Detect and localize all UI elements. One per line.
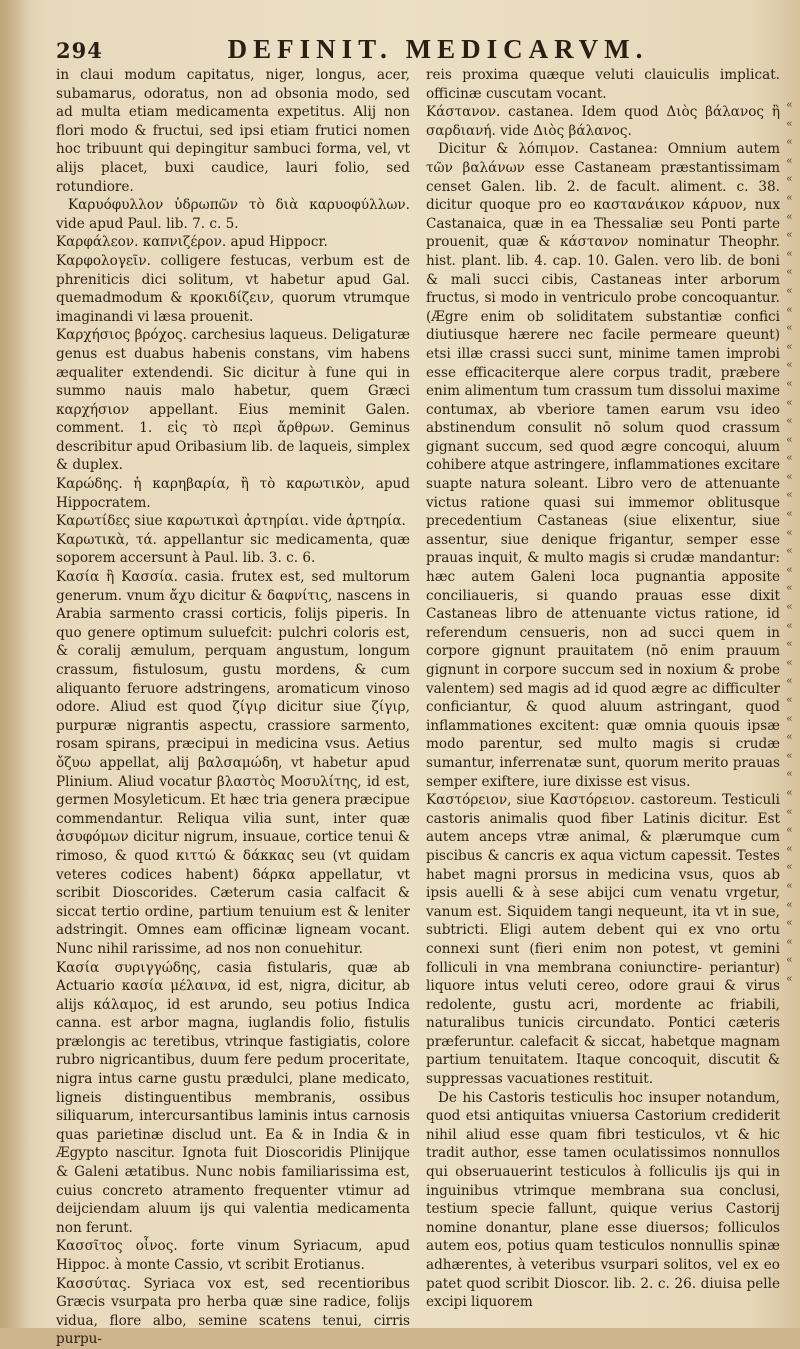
entry-paragraph: in claui modum capitatus, niger, longus, acer, subamarus, odoratus, non ad obsonia modo, sed ad multa etiam medicamenta expetitus. Alij non flori modo & fructui, sed ipsi etiam frutici nomen hoc tribuunt qui depingitur sambuci forma, vel, vt alijs placet, buxi caudice, lauri folio, sed rotundiore.: [56, 67, 410, 195]
entry-paragraph: Κασσύτας. Syriaca vox est, sed recentioribus Græcis vsurpata pro herba quæ sine radice, folijs vidua, flore albo, semine scatens tenui, cirris purpu-: [56, 1275, 410, 1348]
entry-paragraph: Καρωτίδες siue καρωτικαὶ ἀρτηρίαι. vide ἀρτηρία.: [56, 513, 406, 530]
entry-paragraph: Κασσῖτος οἶνος. forte vinum Syriacum, apud Hippoc. à monte Cassio, vt scribit Erotianus.: [56, 1238, 410, 1273]
page-number: 294: [56, 38, 103, 63]
entry-paragraph: Κασία συριγγώδης, casia fistularis, quæ ab Actuario κασία μέλαινα, id est, nigra, dicitur, ab alijs κάλαμος, id est arundo, seu potius Indica canna. est arbor magna, iuglandis folio, fistulis prælongis ac teretibus, vtrinque fastigiatis, colore rubro nigricantibus, duum fere pedum proceritate, nigra intus carne gustu prædulci, plane medicato, ligneis distinguentibus membranis, ossibus siliquarum, intercursantibus laminis intus carnosis quas parietinæ disclud unt. Ea & in India & in Ægypto nascitur. Ignota fuit Dioscoridis Plinijque & Galeni ætatibus. Nunc nobis familiarissima est, cuius concreto atramento frequenter vtimur ad deijciendam aluum ijs qui valentia medicamenta non ferunt.: [56, 959, 410, 1236]
entry-paragraph: reis proxima quæque veluti clauiculis implicat. officinæ cuscutam vocant.: [426, 67, 780, 102]
text-columns: [56, 66, 781, 1348]
entry-paragraph: Καρώδης. ἡ καρηβαρία, ἢ τὸ καρωτικὸν, apud Hippocratem.: [56, 476, 410, 511]
page-header: [56, 34, 774, 64]
quotation-margin-marks: « « « « « « « « « « « « « « « « « « « « « « « « « « « « « « « « « « « « « « « « « « « « « « « «: [786, 98, 793, 985]
entry-paragraph: Κασία ἢ Κασσία. casia. frutex est, sed multorum generum. vnum ἄχυ dicitur & δαφνίτις, nascens in Arabia sarmento crassi corticis, folijs piperis. In quo genere optimum suluefcit: pulchri coloris est, & coralij æmulum, perquam angustum, longum crassum, fistulosum, gustu mordens, & cum aliquanto feruore adstringens, aromaticum vinoso odore. Aliud est quod ζίγιρ dicitur siue ζίγιρ, purpuræ nigrantis aspectu, crassiore sarmento, rosam spirans, præcipui in medicina vsus. Aetius ὄζυω appellat, alij βαλσαμώδη, vt habetur apud Plinium. Aliud vocatur βλαστὸς Μοσυλίτης, id est, germen Mosyleticum. Et hæc tria genera præcipue commendantur. Reliqua vilia sunt, inter quæ ἀσυφόμων dicitur nigrum, insuaue, cortice tenui & rimoso, & quod κιττώ & δάκκας seu (vt quidam veteres codices habent) δάρκα appellatur, vt scribit Dioscorides. Cæterum casia calfacit & siccat tertio ordine, partium tenuium est & leniter adstringit. Omnes eam officinæ ligneam vocant. Nunc nihil rarissime, ad nos non conuehitur.: [56, 569, 410, 957]
entry-paragraph: Dicitur & λόπιμον. Castanea: Omnium autem τῶν βαλάνων esse Castaneam præstantissimam censet Galen. lib. 2. de facult. aliment. c. 38. dicitur quoque pro eo καστανάικον κάρυον, nux Castanaica, quæ in ea Thessaliæ seu Ponti parte prouenit, quæ & κάστανον nominatur Theophr. hist. plant. lib. 4. cap. 10. Galen. vero lib. de boni & mali succi cibis, Castaneas inter arborum fructus, si modo in ventriculo probe concoquantur. (Ægre enim ob soliditatem substantiæ confici diutiusque hærere nec facile permeare queunt) etsi illæ crassi succi sunt, minime tamen improbi esse efficaciterque alere corpus tradit, præbere enim alimentum tum crassum tum dissolui maxime contumax, ab vberiore tamen earum vsu ideo abstinendum consulit nō solum quod crassum gignant succum, sed quod ægre concoqui, aluum cohibere atque astringere, inflammationes excitare suapte natura soleant. Libro vero de attenuante victus ratione quasi sui immemor oblitusque precedentium Castaneas (siue elixentur, siue assentur, siue denique frigantur, semper esse prauas inquit, & multo magis si crudæ mandantur: hæc autem Galeni loca pugnantia apposite conciliaueris, si quando prauas esse dixit Castaneas libro de attenuante victus ratione, id referendum censueris, non ad succi quem in corpore gignunt prauitatem (nō enim prauum gignunt in corpore succum sed in noxium & probe valentem) sed magis ad id quod ægre ac difficulter conficiantur, & quod aluum astringant, quod inflammationes excitent: quæ omnia quouis ipsæ modo parentur, sed multo magis si crudæ sumantur, inferrenatæ sunt, quorum merito prauas semper exiftere, iure dixisse est visus.: [426, 141, 781, 790]
right-column: [426, 66, 781, 1311]
entry-paragraph: Καστόρειον, siue Καστόρειον. castoreum. Testiculi castoris animalis quod fiber Latinis dicitur. Est autem anceps vtræ animal, & plærumque cum piscibus & cancris ex aqua victum capessit. Testes habet magni prorsus in medicina vsus, quos ab ipsis auelli & à sese abijci cum venatu vrgetur, vanum est. Siquidem tangi nequeunt, ita vt in sue, subtricti. Eligi autem debent qui ex vno ortu connexi sunt (fieri enim non potest, vt gemini folliculi in vna membrana coniunctire- periantur) liquore intus veluti cereo, odore graui & virus redolente, gustu acri, mordente ac friabili, naturalibus tunicis circundato. Pontici cæteris præferuntur. calefacit & siccat, habetque magnam partium tenuitatem. Itaque concoquit, discutit & suppressas vacuationes restituit.: [426, 792, 780, 1088]
running-title: DEFINIT. MEDICARVM.: [227, 34, 649, 64]
page-gutter-shadow: [0, 0, 30, 1328]
entry-paragraph: De his Castoris testiculis hoc insuper notandum, quod etsi antiquitas vniuersa Castorium crediderit nihil aliud esse quam fibri testiculos, vt & hic tradit author, esse tamen oculatissimos nonnullos qui obseruauerint testiculos à folliculis ijs qui in inguinibus vtrimque membrana sua conclusi, testium specie fallunt, quique verius Castorij nomine donantur, plane esse diuersos; folliculos autem eos, potius quam testiculos nonnullis spinæ adhærentes, à veteribus vsurpari solitos, vel ex eo patet quod scribit Dioscor. lib. 2. c. 26. diuisa pelle excipi liquorem: [426, 1089, 780, 1311]
entry-paragraph: Καρχήσιος βρόχος. carchesius laqueus. Deligaturæ genus est duabus habenis constans, vim habens æqualiter extendendi. Sic dicitur à fune qui in summo nauis malo habetur, quem Græci καρχήσιον appellant. Eius meminit Galen. comment. 1. εἰς τὸ περὶ ἄρθρων. Geminus describitur apud Oribasium lib. de laqueis, simplex & duplex.: [56, 327, 410, 474]
entry-paragraph: Καρωτικὰ, τά. appellantur sic medicamenta, quæ soporem accersunt à Paul. lib. 3. c. 6.: [56, 531, 410, 567]
entry-paragraph: Καρυόφυλλον ὑδρωπῶν τὸ διὰ καρυοφύλλων. vide apud Paul. lib. 7. c. 5.: [56, 197, 410, 232]
entry-paragraph: Καρφάλεον. καπνιζέρον. apud Hippocr.: [56, 234, 328, 251]
entry-paragraph: Κάστανον. castanea. Idem quod Διὸς βάλανος ἢ σαρδιανή. vide Διὸς βάλανος.: [426, 104, 780, 139]
left-column: [56, 66, 410, 1348]
entry-paragraph: Καρφολογεῖν. colligere festucas, verbum est de phreniticis dici solitum, vt habetur apud Gal. quemadmodum & κροκιδίζειν, quorum vtrumque imaginandi vi læsa prouenit.: [56, 252, 410, 325]
